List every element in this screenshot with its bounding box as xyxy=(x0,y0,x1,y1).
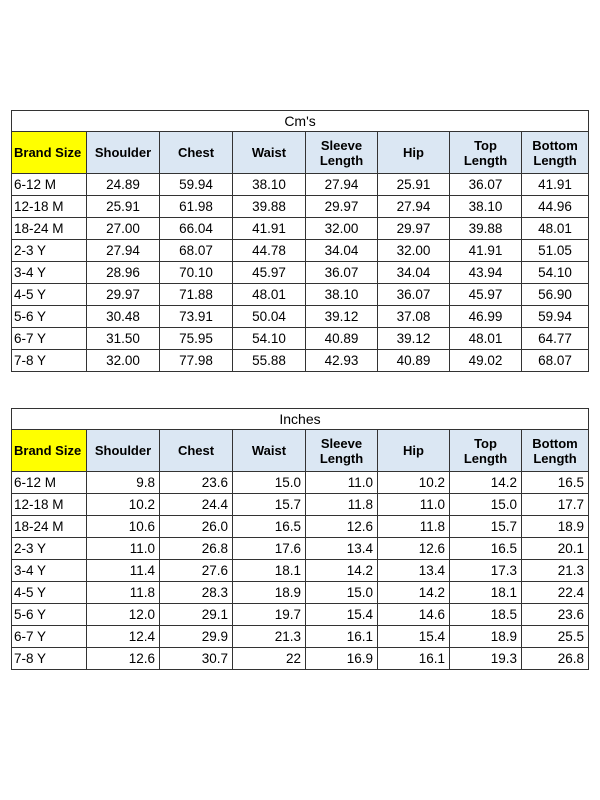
cell-shoulder: 29.97 xyxy=(87,284,160,306)
cell-bottom-length: 22.4 xyxy=(522,582,589,604)
header-shoulder: Shoulder xyxy=(87,132,160,174)
cell-shoulder: 10.6 xyxy=(87,516,160,538)
cell-hip: 11.0 xyxy=(378,494,450,516)
cell-top-length: 18.1 xyxy=(450,582,522,604)
cell-sleeve-length: 29.97 xyxy=(306,196,378,218)
table-row xyxy=(12,240,589,262)
cell-chest: 68.07 xyxy=(160,240,233,262)
header-shoulder: Shoulder xyxy=(87,430,160,472)
cell-chest: 73.91 xyxy=(160,306,233,328)
cell-chest: 30.7 xyxy=(160,648,233,670)
table-title-row xyxy=(12,409,589,430)
cell-chest: 26.8 xyxy=(160,538,233,560)
cell-sleeve-length: 32.00 xyxy=(306,218,378,240)
table-title-row xyxy=(12,111,589,132)
cell-hip: 32.00 xyxy=(378,240,450,262)
cell-top-length: 38.10 xyxy=(450,196,522,218)
cell-shoulder: 25.91 xyxy=(87,196,160,218)
header-sleeve-length: Sleeve Length xyxy=(306,430,378,472)
cell-sleeve-length: 11.0 xyxy=(306,472,378,494)
cell-shoulder: 11.0 xyxy=(87,538,160,560)
cell-bottom-length: 51.05 xyxy=(522,240,589,262)
cell-bottom-length: 17.7 xyxy=(522,494,589,516)
cell-chest: 75.95 xyxy=(160,328,233,350)
cell-top-length: 14.2 xyxy=(450,472,522,494)
cell-bottom-length: 41.91 xyxy=(522,174,589,196)
cell-bottom-length: 48.01 xyxy=(522,218,589,240)
cell-shoulder: 27.00 xyxy=(87,218,160,240)
cell-shoulder: 11.4 xyxy=(87,560,160,582)
cell-chest: 71.88 xyxy=(160,284,233,306)
cell-sleeve-length: 34.04 xyxy=(306,240,378,262)
cell-brand-size: 6-12 M xyxy=(12,174,87,196)
cell-shoulder: 32.00 xyxy=(87,350,160,372)
cell-waist: 17.6 xyxy=(233,538,306,560)
header-hip: Hip xyxy=(378,430,450,472)
cell-waist: 16.5 xyxy=(233,516,306,538)
header-waist: Waist xyxy=(233,430,306,472)
cell-bottom-length: 21.3 xyxy=(522,560,589,582)
cell-chest: 59.94 xyxy=(160,174,233,196)
cell-hip: 10.2 xyxy=(378,472,450,494)
cell-waist: 41.91 xyxy=(233,218,306,240)
cell-top-length: 41.91 xyxy=(450,240,522,262)
cell-sleeve-length: 16.9 xyxy=(306,648,378,670)
cell-brand-size: 6-12 M xyxy=(12,472,87,494)
cell-bottom-length: 18.9 xyxy=(522,516,589,538)
header-hip: Hip xyxy=(378,132,450,174)
table-row xyxy=(12,306,589,328)
table-row xyxy=(12,472,589,494)
cell-brand-size: 4-5 Y xyxy=(12,582,87,604)
header-waist: Waist xyxy=(233,132,306,174)
cell-hip: 39.12 xyxy=(378,328,450,350)
cell-waist: 54.10 xyxy=(233,328,306,350)
cell-sleeve-length: 16.1 xyxy=(306,626,378,648)
cell-sleeve-length: 15.4 xyxy=(306,604,378,626)
cell-waist: 44.78 xyxy=(233,240,306,262)
cell-bottom-length: 68.07 xyxy=(522,350,589,372)
size-chart-cm-table xyxy=(11,110,589,372)
table-title: Cm's xyxy=(12,111,589,132)
table-row xyxy=(12,350,589,372)
cell-waist: 22 xyxy=(233,648,306,670)
table-title: Inches xyxy=(12,409,589,430)
table-row xyxy=(12,174,589,196)
header-brand-size: Brand Size xyxy=(12,132,87,174)
table-row xyxy=(12,516,589,538)
cell-waist: 18.9 xyxy=(233,582,306,604)
cell-brand-size: 18-24 M xyxy=(12,218,87,240)
cell-sleeve-length: 40.89 xyxy=(306,328,378,350)
cell-hip: 16.1 xyxy=(378,648,450,670)
cell-shoulder: 10.2 xyxy=(87,494,160,516)
cell-bottom-length: 59.94 xyxy=(522,306,589,328)
cell-hip: 11.8 xyxy=(378,516,450,538)
table-row xyxy=(12,262,589,284)
header-chest: Chest xyxy=(160,430,233,472)
cell-brand-size: 5-6 Y xyxy=(12,306,87,328)
cell-hip: 14.2 xyxy=(378,582,450,604)
cell-brand-size: 7-8 Y xyxy=(12,648,87,670)
cell-sleeve-length: 42.93 xyxy=(306,350,378,372)
cell-shoulder: 11.8 xyxy=(87,582,160,604)
cell-chest: 23.6 xyxy=(160,472,233,494)
table-row xyxy=(12,218,589,240)
cell-chest: 26.0 xyxy=(160,516,233,538)
table-row xyxy=(12,648,589,670)
cell-waist: 55.88 xyxy=(233,350,306,372)
cell-bottom-length: 56.90 xyxy=(522,284,589,306)
table-row xyxy=(12,494,589,516)
cell-brand-size: 2-3 Y xyxy=(12,240,87,262)
cell-hip: 14.6 xyxy=(378,604,450,626)
cell-hip: 27.94 xyxy=(378,196,450,218)
cell-chest: 28.3 xyxy=(160,582,233,604)
cell-bottom-length: 64.77 xyxy=(522,328,589,350)
cell-waist: 21.3 xyxy=(233,626,306,648)
cell-top-length: 16.5 xyxy=(450,538,522,560)
cell-bottom-length: 23.6 xyxy=(522,604,589,626)
cell-top-length: 19.3 xyxy=(450,648,522,670)
table-row xyxy=(12,196,589,218)
header-top-length: Top Length xyxy=(450,132,522,174)
cell-hip: 25.91 xyxy=(378,174,450,196)
cell-waist: 45.97 xyxy=(233,262,306,284)
table-row xyxy=(12,604,589,626)
cell-hip: 13.4 xyxy=(378,560,450,582)
cell-top-length: 36.07 xyxy=(450,174,522,196)
cell-hip: 34.04 xyxy=(378,262,450,284)
cell-waist: 48.01 xyxy=(233,284,306,306)
cell-top-length: 17.3 xyxy=(450,560,522,582)
cell-top-length: 15.0 xyxy=(450,494,522,516)
cell-top-length: 39.88 xyxy=(450,218,522,240)
cell-waist: 39.88 xyxy=(233,196,306,218)
table-row xyxy=(12,328,589,350)
cell-sleeve-length: 36.07 xyxy=(306,262,378,284)
cell-brand-size: 3-4 Y xyxy=(12,560,87,582)
cell-brand-size: 2-3 Y xyxy=(12,538,87,560)
header-sleeve-length: Sleeve Length xyxy=(306,132,378,174)
cell-top-length: 18.9 xyxy=(450,626,522,648)
cell-bottom-length: 20.1 xyxy=(522,538,589,560)
cell-hip: 40.89 xyxy=(378,350,450,372)
cell-top-length: 43.94 xyxy=(450,262,522,284)
header-row xyxy=(12,430,589,472)
cell-hip: 36.07 xyxy=(378,284,450,306)
cell-bottom-length: 54.10 xyxy=(522,262,589,284)
header-brand-size: Brand Size xyxy=(12,430,87,472)
cell-hip: 37.08 xyxy=(378,306,450,328)
cell-top-length: 18.5 xyxy=(450,604,522,626)
cell-bottom-length: 25.5 xyxy=(522,626,589,648)
cell-chest: 66.04 xyxy=(160,218,233,240)
cell-chest: 24.4 xyxy=(160,494,233,516)
size-chart-inches-table xyxy=(11,408,589,670)
cell-brand-size: 12-18 M xyxy=(12,494,87,516)
cell-brand-size: 12-18 M xyxy=(12,196,87,218)
cell-brand-size: 6-7 Y xyxy=(12,626,87,648)
cell-brand-size: 7-8 Y xyxy=(12,350,87,372)
cell-shoulder: 12.6 xyxy=(87,648,160,670)
cell-chest: 27.6 xyxy=(160,560,233,582)
cell-waist: 15.0 xyxy=(233,472,306,494)
cell-shoulder: 28.96 xyxy=(87,262,160,284)
cell-sleeve-length: 27.94 xyxy=(306,174,378,196)
cell-top-length: 48.01 xyxy=(450,328,522,350)
cell-waist: 50.04 xyxy=(233,306,306,328)
cell-brand-size: 6-7 Y xyxy=(12,328,87,350)
cell-waist: 15.7 xyxy=(233,494,306,516)
cell-top-length: 45.97 xyxy=(450,284,522,306)
cell-brand-size: 18-24 M xyxy=(12,516,87,538)
cell-waist: 38.10 xyxy=(233,174,306,196)
cell-sleeve-length: 38.10 xyxy=(306,284,378,306)
header-bottom-length: Bottom Length xyxy=(522,132,589,174)
cell-hip: 12.6 xyxy=(378,538,450,560)
cell-top-length: 46.99 xyxy=(450,306,522,328)
cell-shoulder: 30.48 xyxy=(87,306,160,328)
cell-shoulder: 9.8 xyxy=(87,472,160,494)
cell-shoulder: 12.4 xyxy=(87,626,160,648)
table-row xyxy=(12,284,589,306)
cell-shoulder: 12.0 xyxy=(87,604,160,626)
header-bottom-length: Bottom Length xyxy=(522,430,589,472)
cell-chest: 29.1 xyxy=(160,604,233,626)
cell-waist: 19.7 xyxy=(233,604,306,626)
cell-shoulder: 31.50 xyxy=(87,328,160,350)
cell-sleeve-length: 12.6 xyxy=(306,516,378,538)
cell-chest: 61.98 xyxy=(160,196,233,218)
cell-chest: 29.9 xyxy=(160,626,233,648)
header-row xyxy=(12,132,589,174)
cell-shoulder: 24.89 xyxy=(87,174,160,196)
cell-shoulder: 27.94 xyxy=(87,240,160,262)
cell-hip: 15.4 xyxy=(378,626,450,648)
cell-hip: 29.97 xyxy=(378,218,450,240)
cell-bottom-length: 44.96 xyxy=(522,196,589,218)
cell-waist: 18.1 xyxy=(233,560,306,582)
cell-sleeve-length: 13.4 xyxy=(306,538,378,560)
cell-brand-size: 5-6 Y xyxy=(12,604,87,626)
table-row xyxy=(12,582,589,604)
cell-sleeve-length: 11.8 xyxy=(306,494,378,516)
table-row xyxy=(12,538,589,560)
cell-top-length: 15.7 xyxy=(450,516,522,538)
table-row xyxy=(12,560,589,582)
cell-chest: 77.98 xyxy=(160,350,233,372)
cell-brand-size: 3-4 Y xyxy=(12,262,87,284)
cell-sleeve-length: 39.12 xyxy=(306,306,378,328)
cell-bottom-length: 26.8 xyxy=(522,648,589,670)
cell-chest: 70.10 xyxy=(160,262,233,284)
cell-sleeve-length: 15.0 xyxy=(306,582,378,604)
header-top-length: Top Length xyxy=(450,430,522,472)
cell-sleeve-length: 14.2 xyxy=(306,560,378,582)
cell-bottom-length: 16.5 xyxy=(522,472,589,494)
cell-brand-size: 4-5 Y xyxy=(12,284,87,306)
header-chest: Chest xyxy=(160,132,233,174)
cell-top-length: 49.02 xyxy=(450,350,522,372)
table-row xyxy=(12,626,589,648)
